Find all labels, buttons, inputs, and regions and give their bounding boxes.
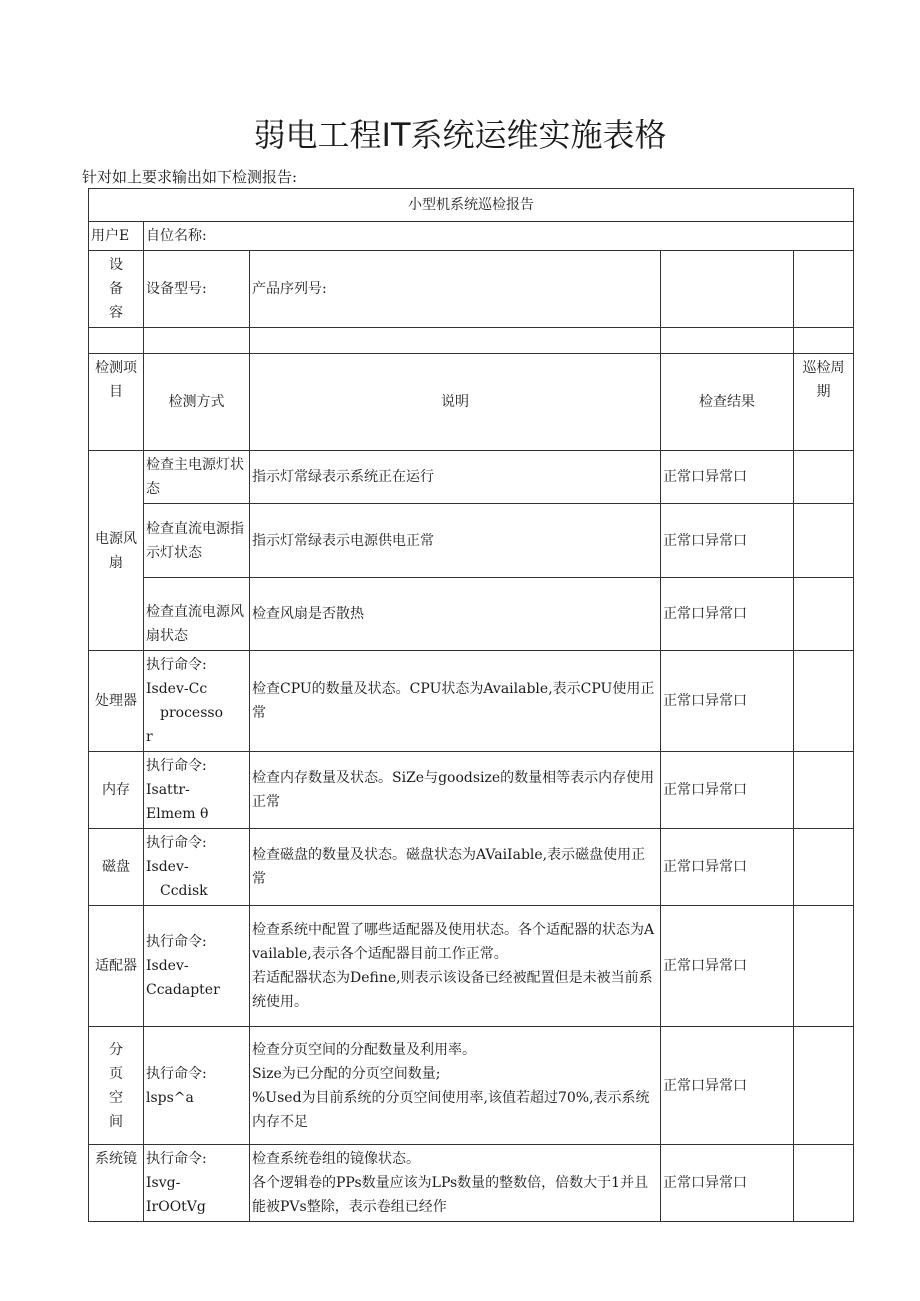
device-label-line: 备 <box>109 281 123 297</box>
table-row <box>89 578 854 651</box>
command-line: Ccadapter <box>146 982 220 998</box>
cycle-cell <box>794 906 854 1027</box>
command-label: 执行命令: <box>146 835 207 851</box>
report-caption: 小型机系统巡检报告 <box>89 189 854 222</box>
desc-cell: 检查风扇是否散热 <box>250 578 661 651</box>
desc-line: 若适配器状态为Define,则表示该设备已经被配置但是未被当前系统使用。 <box>252 970 653 1010</box>
desc-cell <box>250 1145 661 1222</box>
cycle-cell <box>794 651 854 752</box>
cycle-cell <box>794 752 854 829</box>
item-cell: 适配器 <box>89 906 144 1027</box>
desc-line: 检查分页空间的分配数量及利用率。 <box>252 1041 476 1058</box>
item-line: 分 <box>109 1041 123 1058</box>
table-row <box>89 451 854 504</box>
command-line-text: processo <box>160 705 224 721</box>
desc-cell: 检查磁盘的数量及状态。磁盘状态为AVaiIable,表示磁盘使用正常 <box>250 829 661 906</box>
cycle-cell <box>794 504 854 578</box>
command-label: 执行命令: <box>146 1151 207 1167</box>
command-line-text: Ccdisk <box>160 883 208 899</box>
desc-line: Size为已分配的分页空间数量; <box>252 1065 441 1082</box>
desc-line: 检查系统卷组的镜像状态。 <box>252 1151 420 1167</box>
command-line: Elmem θ <box>146 806 209 822</box>
header-desc: 说明 <box>250 354 661 451</box>
command-cell <box>144 1145 250 1222</box>
command-line: Isdev-Cc <box>146 681 208 697</box>
desc-cell: 检查CPU的数量及状态。CPU状态为Available,表示CPU使用正常 <box>250 651 661 752</box>
result-cell: 正常口异常口 <box>661 906 794 1027</box>
blank-cell <box>794 251 854 328</box>
item-cell: 处理器 <box>89 651 144 752</box>
command-cell <box>144 752 250 829</box>
blank-cell <box>794 328 854 354</box>
command-cell <box>144 651 250 752</box>
desc-line: 检查系统中配置了哪些适配器及使用状态。各个适配器的状态为Available,表示各个适配器目前工作正常。 <box>252 922 655 962</box>
table-row <box>89 752 854 829</box>
cycle-cell <box>794 578 854 651</box>
blank-cell <box>661 251 794 328</box>
result-cell: 正常口异常口 <box>661 829 794 906</box>
device-label <box>89 251 144 328</box>
serial-label: 产品序列号: <box>250 251 661 328</box>
command-cell <box>144 1027 250 1145</box>
device-label-line: 容 <box>109 305 123 321</box>
table-row <box>89 1027 854 1145</box>
cycle-cell <box>794 829 854 906</box>
blank-cell <box>250 328 661 354</box>
blank-cell <box>661 328 794 354</box>
inspection-report-table <box>88 188 854 1222</box>
desc-cell: 检查内存数量及状态。SiZe与goodsize的数量相等表示内存使用正常 <box>250 752 661 829</box>
unit-name-label: 自位名称: <box>144 222 854 251</box>
table-row <box>89 829 854 906</box>
command-line <box>146 879 247 903</box>
user-label: 用户E <box>89 222 144 251</box>
header-method: 检测方式 <box>144 354 250 451</box>
result-cell: 正常口异常口 <box>661 651 794 752</box>
desc-cell <box>250 906 661 1027</box>
command-line <box>146 701 247 725</box>
header-item: 检测项目 <box>89 354 144 451</box>
cycle-cell <box>794 451 854 504</box>
intro-text: 针对如上要求输出如下检测报告: <box>82 168 298 186</box>
desc-line: %Used为目前系统的分页空间使用率,该值若超过70%,表示系统内存不足 <box>252 1089 650 1130</box>
command-label: 执行命令: <box>146 758 207 774</box>
table-row <box>89 906 854 1027</box>
command-line: IrOOtVg <box>146 1199 206 1215</box>
item-cell: 内存 <box>89 752 144 829</box>
command-cell <box>144 906 250 1027</box>
desc-line: 各个逻辑卷的PPs数量应该为LPs数量的整数倍，倍数大于1并且能被PVs整除，表示卷组已经作 <box>252 1175 649 1215</box>
header-result: 检查结果 <box>661 354 794 451</box>
result-cell: 正常口异常口 <box>661 1145 794 1222</box>
table-row <box>89 1145 854 1222</box>
power-group-cell: 电源风扇 <box>89 451 144 651</box>
result-cell: 正常口异常口 <box>661 752 794 829</box>
table-row <box>89 504 854 578</box>
method-cell: 检查直流电源指示灯状态 <box>144 504 250 578</box>
command-cell <box>144 829 250 906</box>
command-line: lsps^a <box>146 1089 194 1106</box>
command-line: Isdev- <box>146 958 189 974</box>
method-cell: 检查直流电源风扇状态 <box>144 578 250 651</box>
blank-cell <box>89 328 144 354</box>
item-line: 页 <box>109 1065 123 1082</box>
desc-cell: 指示灯常绿表示电源供电正常 <box>250 504 661 578</box>
item-cell: 系统镜 <box>89 1145 144 1222</box>
command-label: 执行命令: <box>146 657 207 673</box>
desc-cell: 指示灯常绿表示系统正在运行 <box>250 451 661 504</box>
item-line: 空 <box>109 1089 123 1106</box>
blank-cell <box>144 328 250 354</box>
result-cell: 正常口异常口 <box>661 1027 794 1145</box>
page-title: 弱电工程IT系统运维实施表格 <box>253 116 667 154</box>
method-cell: 检查主电源灯状态 <box>144 451 250 504</box>
device-label-line: 设 <box>109 257 123 273</box>
item-cell <box>89 1027 144 1145</box>
item-cell: 磁盘 <box>89 829 144 906</box>
command-line: Isvg- <box>146 1175 181 1191</box>
cycle-cell <box>794 1145 854 1222</box>
command-label: 执行命令: <box>146 934 207 950</box>
command-line: Isattr- <box>146 782 190 798</box>
result-cell: 正常口异常口 <box>661 451 794 504</box>
cycle-cell <box>794 1027 854 1145</box>
command-line: r <box>146 729 153 745</box>
result-cell: 正常口异常口 <box>661 578 794 651</box>
desc-cell <box>250 1027 661 1145</box>
result-cell: 正常口异常口 <box>661 504 794 578</box>
header-cycle: 巡检周期 <box>794 354 854 451</box>
model-label: 设备型号: <box>144 251 250 328</box>
command-line: Isdev- <box>146 859 189 875</box>
table-row <box>89 651 854 752</box>
command-label: 执行命令: <box>146 1065 207 1082</box>
item-line: 间 <box>109 1113 123 1130</box>
